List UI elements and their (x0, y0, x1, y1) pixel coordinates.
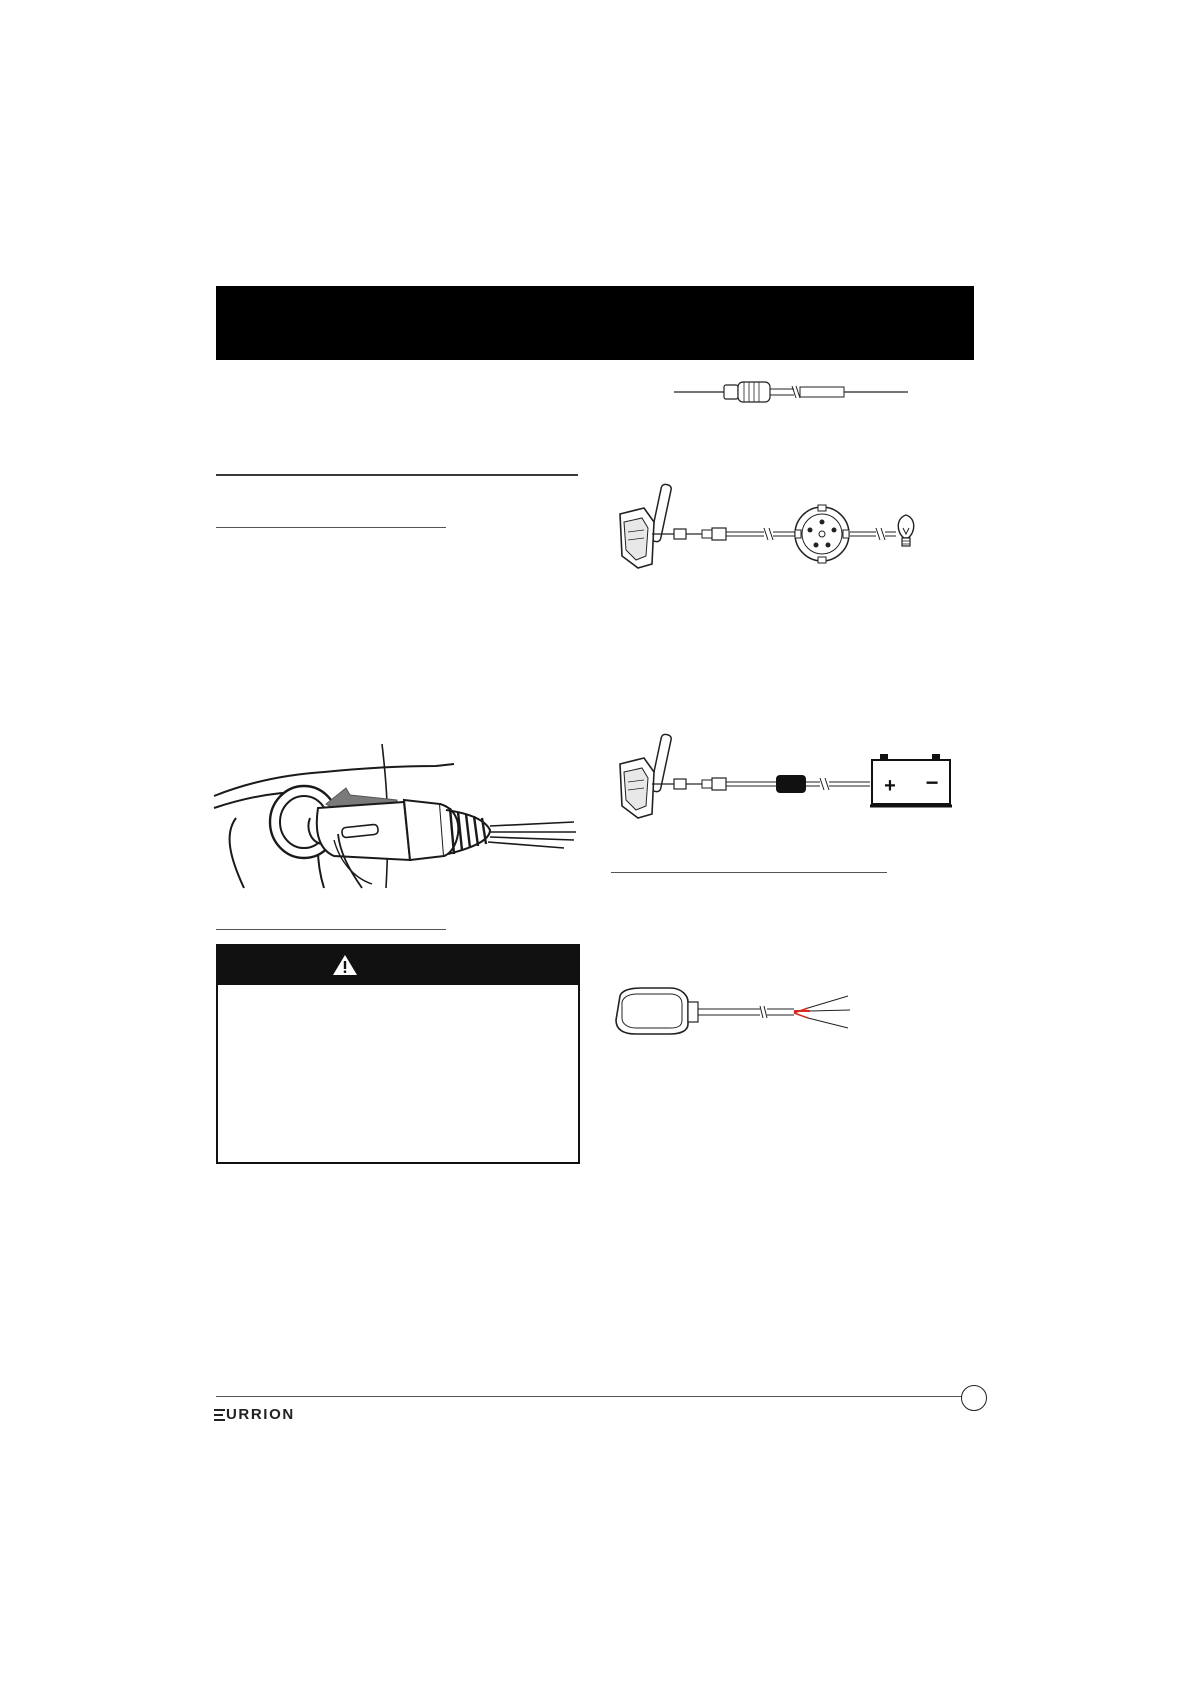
section-header-bar (216, 286, 974, 360)
lighter-plug-icon (309, 800, 577, 888)
camera-wiring-lamp-figure (614, 482, 924, 582)
round-connector-icon (795, 505, 849, 563)
right-subsection-rule (611, 872, 887, 873)
logo-text: URRION (226, 1406, 295, 1423)
brand-logo (214, 1406, 295, 1424)
camera-battery-wiring-figure (614, 732, 964, 832)
camera-icon (620, 484, 672, 568)
inline-fuse-icon (776, 775, 806, 793)
sensor-housing-icon (616, 988, 698, 1034)
left-column-rule (216, 474, 578, 476)
cable-connector-figure (672, 376, 912, 406)
warning-triangle-icon (332, 954, 358, 976)
light-bulb-icon (898, 515, 914, 546)
warning-header (218, 946, 578, 985)
camera-icon (620, 734, 672, 818)
lighter-socket-plug-figure (214, 738, 584, 898)
battery-icon (870, 754, 952, 806)
battery-plus-label: + (884, 775, 896, 797)
battery-minus-label: − (925, 770, 939, 795)
footer-rule (216, 1396, 962, 1397)
subsection-rule-bottom (216, 929, 446, 930)
warning-box (216, 944, 580, 1164)
sensor-pigtail-wires-figure (612, 984, 862, 1044)
subsection-rule-top (216, 527, 446, 528)
page-number-badge (961, 1385, 987, 1411)
logo-e-mark (214, 1409, 225, 1421)
